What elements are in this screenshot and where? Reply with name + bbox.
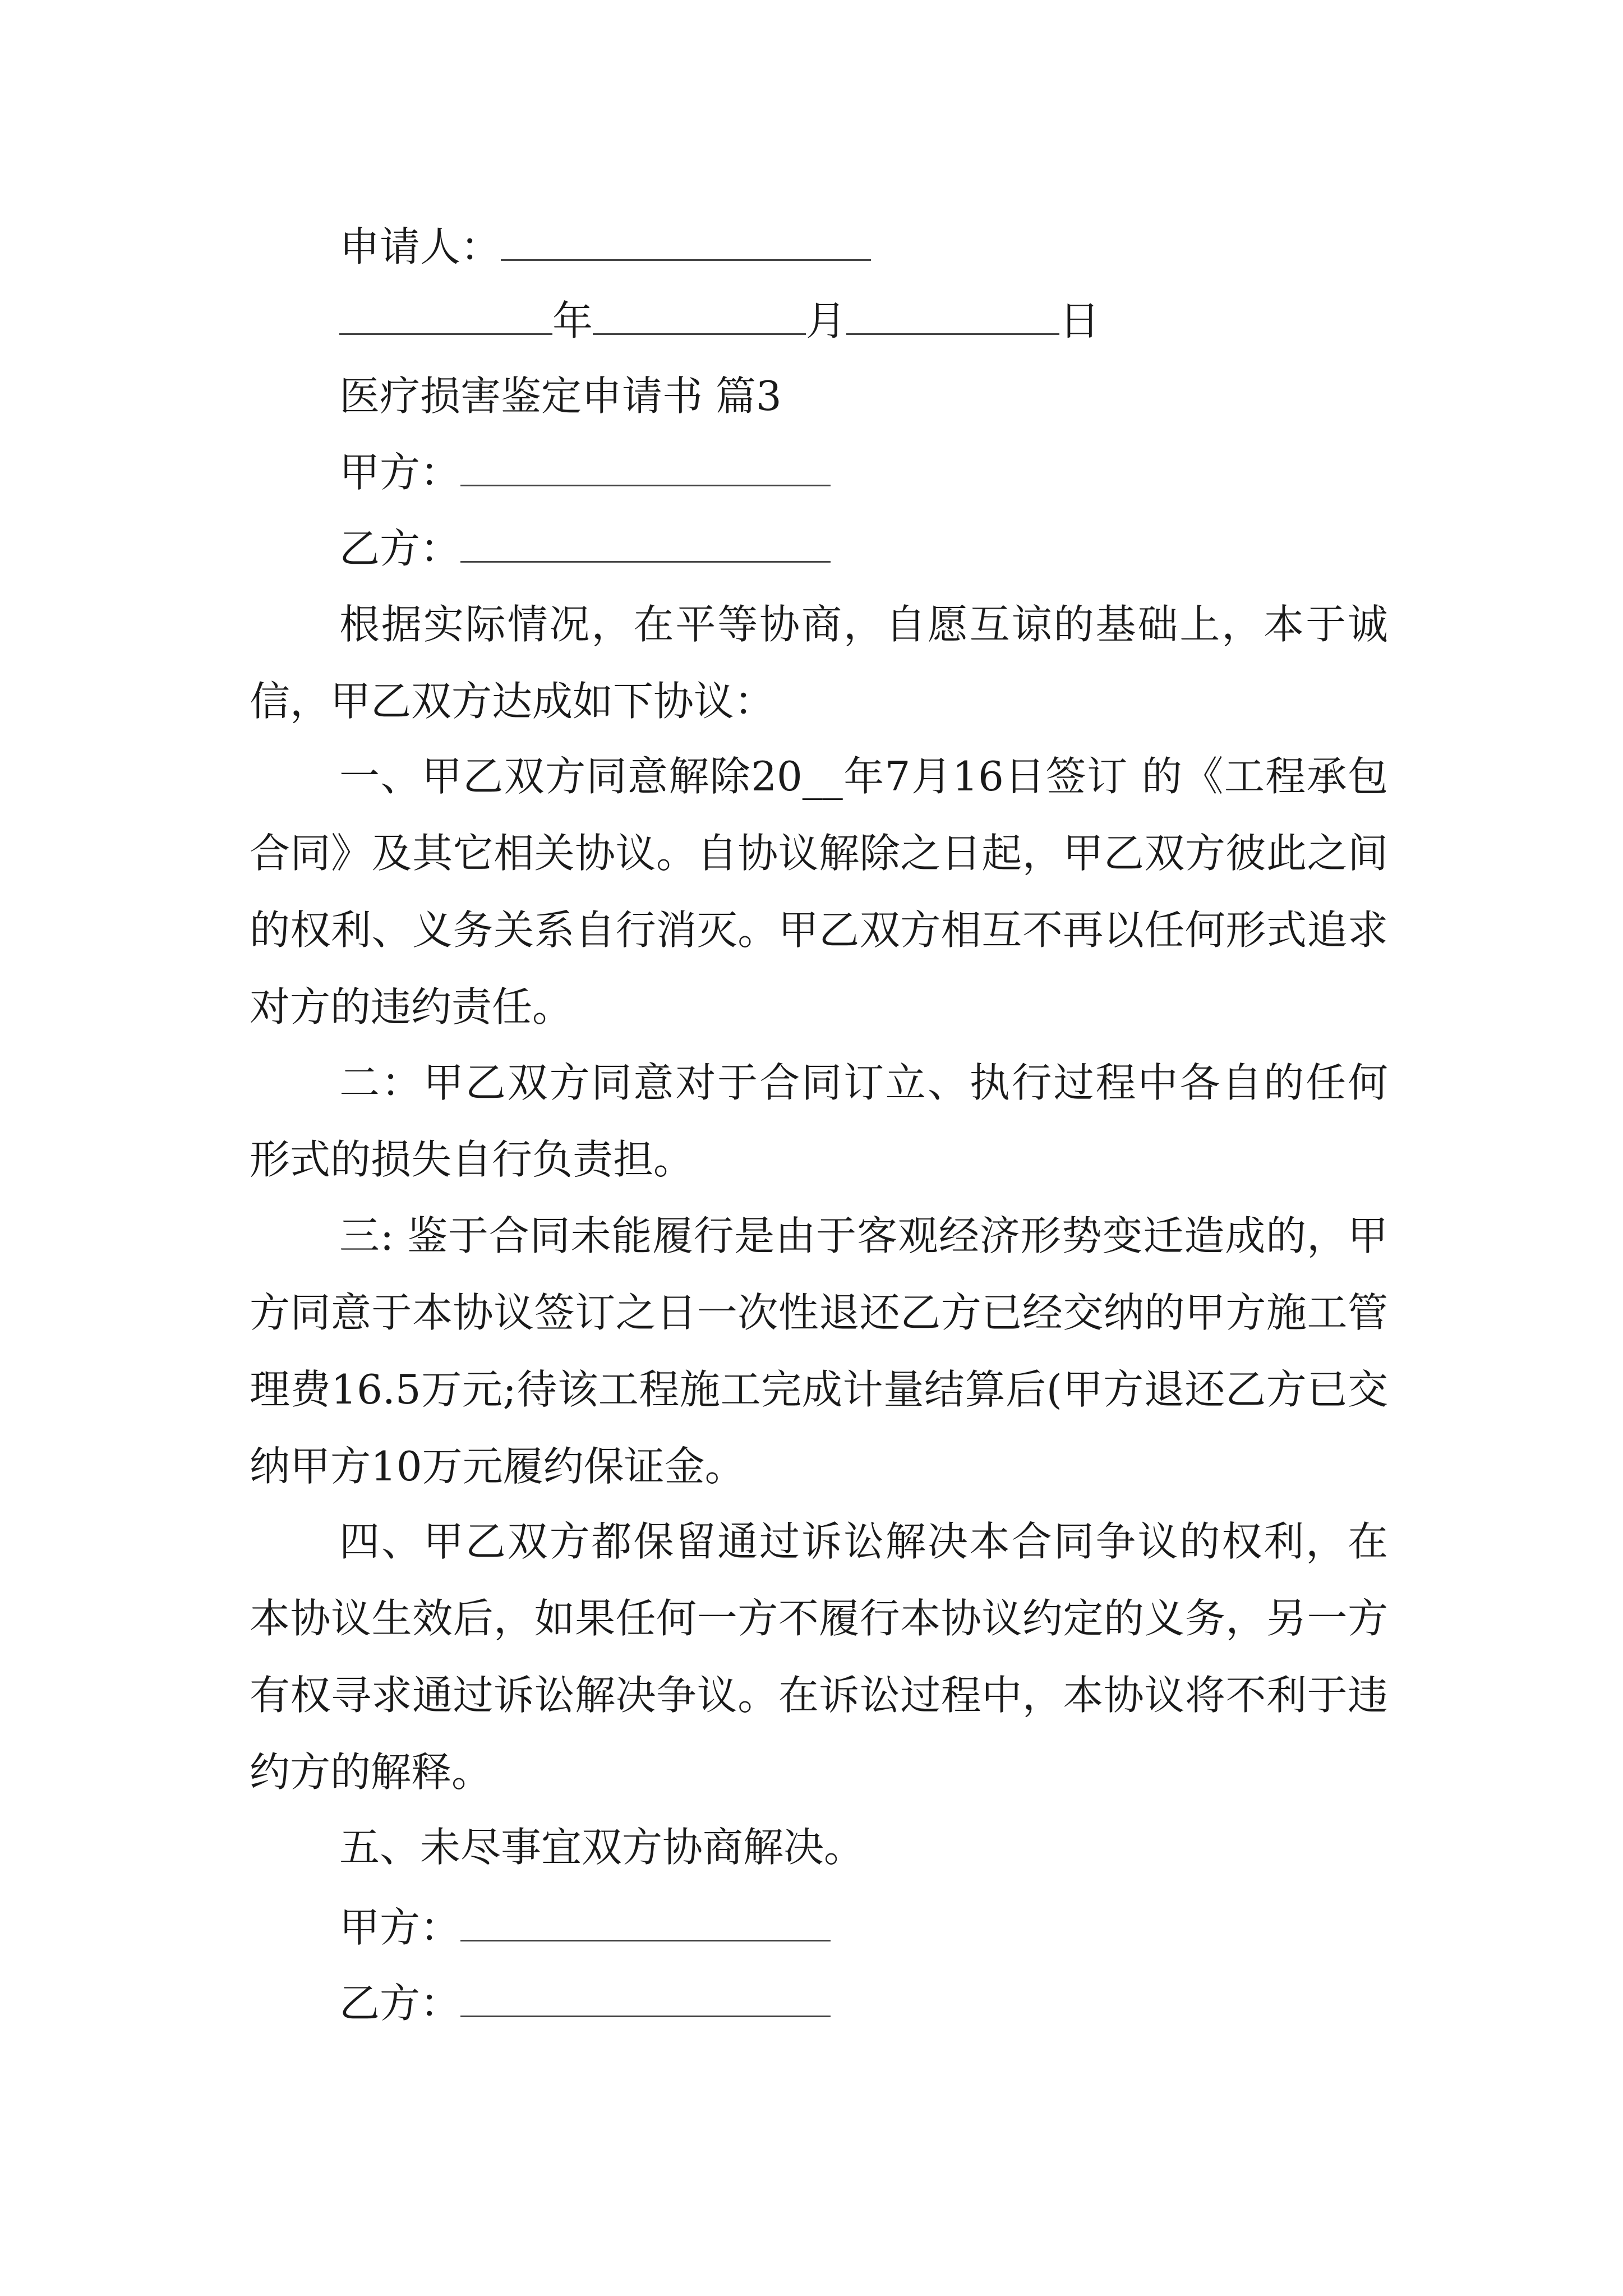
party-a-blank — [460, 452, 831, 486]
paragraph-clause-1: 一、甲乙双方同意解除20__年7月16日签订 的《工程承包合同》及其它相关协议。自协议解除之日起，甲乙双方彼此之间的权利、义务关系自行消灭。甲乙双方相互不再以任何形式追求对方的违约责任。 — [250, 753, 1388, 1030]
paragraph-clause-2: 二：甲乙双方同意对于合同订立、执行过程中各自的任何形式的损失自行负责担。 — [250, 1059, 1388, 1183]
section-title: 医疗损害鉴定申请书 篇3 — [339, 372, 782, 420]
applicant-blank — [501, 227, 871, 261]
signature-party-b-blank — [460, 1983, 831, 2017]
day-blank — [846, 301, 1059, 335]
year-label: 年 — [552, 297, 593, 344]
paragraph-clause-4: 四、甲乙双方都保留通过诉讼解决本合同争议的权利，在本协议生效后，如果任何一方不履行本协议约定的义务，另一方有权寻求通过诉讼解决争议。在诉讼过程中，本协议将不利于违约方的解释。 — [250, 1518, 1388, 1796]
day-label: 日 — [1059, 297, 1100, 344]
date-line — [339, 297, 1100, 344]
signature-party-b-line — [339, 1980, 831, 2027]
party-a-line — [339, 449, 831, 496]
year-blank — [339, 301, 552, 335]
paragraph-clause-3: 三: 鉴于合同未能履行是由于客观经济形势变迁造成的，甲方同意于本协议签订之日一次性退还乙方已经交纳的甲方施工管理费16.5万元;待该工程施工完成计量结算后(甲方退还乙方已交纳甲方10万元履约保证金。 — [250, 1212, 1388, 1490]
month-label: 月 — [806, 297, 847, 344]
signature-party-a-line — [339, 1904, 831, 1951]
applicant-label: 申请人： — [339, 223, 501, 270]
party-a-label: 甲方： — [339, 449, 461, 496]
party-b-line — [339, 525, 831, 572]
month-blank — [593, 301, 806, 335]
signature-party-a-blank — [460, 1907, 831, 1941]
party-b-label: 乙方： — [339, 525, 461, 572]
paragraph-intro: 根据实际情况，在平等协商，自愿互谅的基础上，本于诚信，甲乙双方达成如下协议： — [250, 601, 1388, 725]
signature-party-a-label: 甲方： — [339, 1904, 461, 1951]
paragraph-clause-5: 五、未尽事宜双方协商解决。 — [339, 1824, 865, 1871]
applicant-line — [339, 223, 871, 270]
party-b-blank — [460, 528, 831, 563]
signature-party-b-label: 乙方： — [339, 1980, 461, 2027]
